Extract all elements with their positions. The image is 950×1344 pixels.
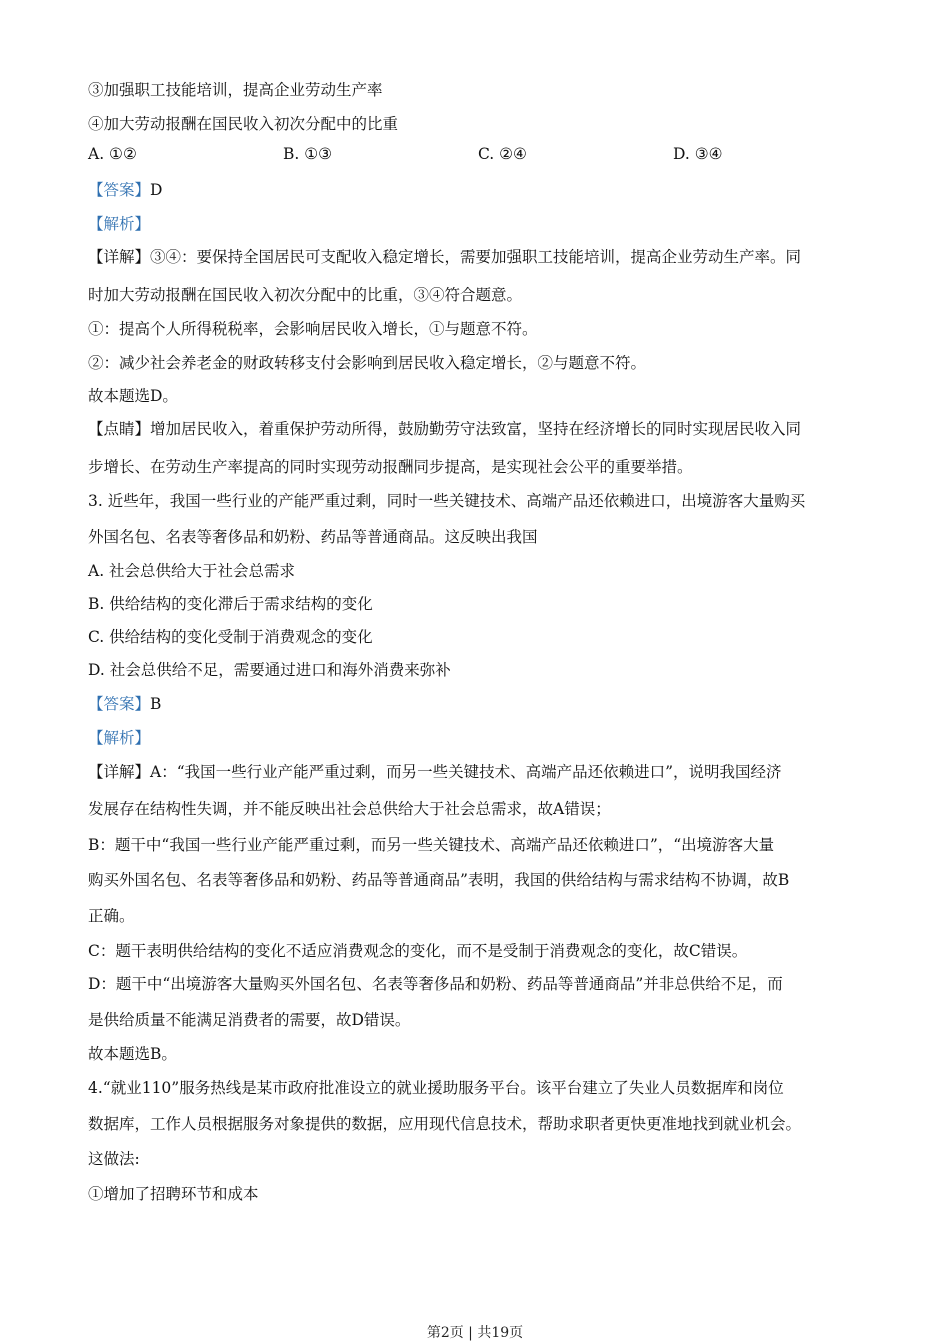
q2-option-c: C. ②④: [478, 145, 527, 163]
q2-item-3: ③加强职工技能培训，提高企业劳动生产率: [88, 81, 383, 99]
q3-detail-d-line-1: D：题干中“出境游客大量购买外国名包、名表等奢侈品和奶粉、药品等普通商品”并非总供给不足，而: [88, 975, 783, 993]
answer-value: B: [150, 695, 162, 713]
q4-stem-line-1: 4.“就业110”服务热线是某市政府批准设立的就业援助服务平台。该平台建立了失业人员数据库和岗位: [88, 1079, 784, 1097]
q2-option-d: D. ③④: [673, 145, 723, 163]
q3-option-a: A. 社会总供给大于社会总需求: [88, 562, 296, 580]
q2-options: [88, 145, 868, 178]
q2-conclusion: 故本题选D。: [88, 387, 178, 405]
q3-answer: [88, 692, 868, 726]
q4-item-1: ①增加了招聘环节和成本: [88, 1185, 259, 1203]
q3-stem-line-1: 3. 近些年，我国一些行业的产能严重过剩，同时一些关键技术、高端产品还依赖进口，出境游客大量购买: [88, 492, 806, 510]
q2-tip-line-1: [88, 417, 868, 455]
q3-stem-line-2: 外国名包、名表等奢侈品和奶粉、药品等普通商品。这反映出我国: [88, 528, 538, 546]
detail-text: ③④：要保持全国居民可支配收入稳定增长，需要加强职工技能培训，提高企业劳动生产率。同: [150, 248, 802, 266]
answer-value: D: [150, 181, 163, 199]
q2-tip-line-2: 步增长、在劳动生产率提高的同时实现劳动报酬同步提高，是实现社会公平的重要举措。: [88, 458, 693, 476]
q3-analysis-tag: 【解析】: [88, 729, 151, 747]
q4-stem-line-2: 数据库，工作人员根据服务对象提供的数据，应用现代信息技术，帮助求职者更快更准地找到就业机会。: [88, 1115, 802, 1133]
q2-answer: [88, 178, 868, 212]
q2-option-b: B. ①③: [283, 145, 333, 163]
q4-stem-line-3: 这做法:: [88, 1150, 140, 1168]
q2-item-4: ④加大劳动报酬在国民收入初次分配中的比重: [88, 115, 399, 133]
q3-option-c: C. 供给结构的变化受制于消费观念的变化: [88, 628, 373, 646]
q3-conclusion: 故本题选B。: [88, 1045, 177, 1063]
q3-detail-a-line-2: 发展存在结构性失调，并不能反映出社会总供给大于社会总需求，故A错误；: [88, 800, 611, 818]
detail-tag: 【详解】: [88, 763, 151, 781]
q3-option-b: B. 供给结构的变化滞后于需求结构的变化: [88, 595, 373, 613]
page-content: [88, 78, 868, 1216]
tip-text: 增加居民收入，着重保护劳动所得，鼓励勤劳守法致富，坚持在经济增长的同时实现居民收入同: [150, 420, 802, 438]
q3-detail-b-line-1: B：题干中“我国一些行业产能严重过剩，而另一些关键技术、高端产品还依赖进口”，“出境游客大量: [88, 836, 775, 854]
q2-analysis-tag: 【解析】: [88, 215, 151, 233]
q3-detail-b-line-3: 正确。: [88, 907, 135, 925]
q2-detail-line-1: [88, 245, 868, 283]
answer-tag: 【答案】: [88, 695, 151, 713]
detail-text: A：“我国一些行业产能严重过剩，而另一些关键技术、高端产品还依赖进口”，说明我国经济: [150, 763, 782, 781]
q3-option-d: D. 社会总供给不足，需要通过进口和海外消费来弥补: [88, 661, 451, 679]
page-footer: 第2页 | 共19页: [426, 1325, 524, 1341]
q3-detail-c: C：题干表明供给结构的变化不适应消费观念的变化，而不是受制于消费观念的变化，故C错误。: [88, 942, 748, 960]
q2-detail-option-2: ②：减少社会养老金的财政转移支付会影响到居民收入稳定增长，②与题意不符。: [88, 354, 647, 372]
q2-detail-line-2: 时加大劳动报酬在国民收入初次分配中的比重，③④符合题意。: [88, 286, 523, 304]
answer-tag: 【答案】: [88, 181, 151, 199]
q3-detail-b-line-2: 购买外国名包、名表等奢侈品和奶粉、药品等普通商品”表明，我国的供给结构与需求结构不协调，故B: [88, 871, 790, 889]
q2-detail-option-1: ①：提高个人所得税税率，会影响居民收入增长，①与题意不符。: [88, 320, 538, 338]
q3-detail-a-line-1: [88, 760, 868, 797]
detail-tag: 【详解】: [88, 248, 151, 266]
tip-tag: 【点睛】: [88, 420, 151, 438]
q3-detail-d-line-2: 是供给质量不能满足消费者的需要，故D错误。: [88, 1011, 411, 1029]
q2-option-a: A. ①②: [88, 145, 137, 163]
